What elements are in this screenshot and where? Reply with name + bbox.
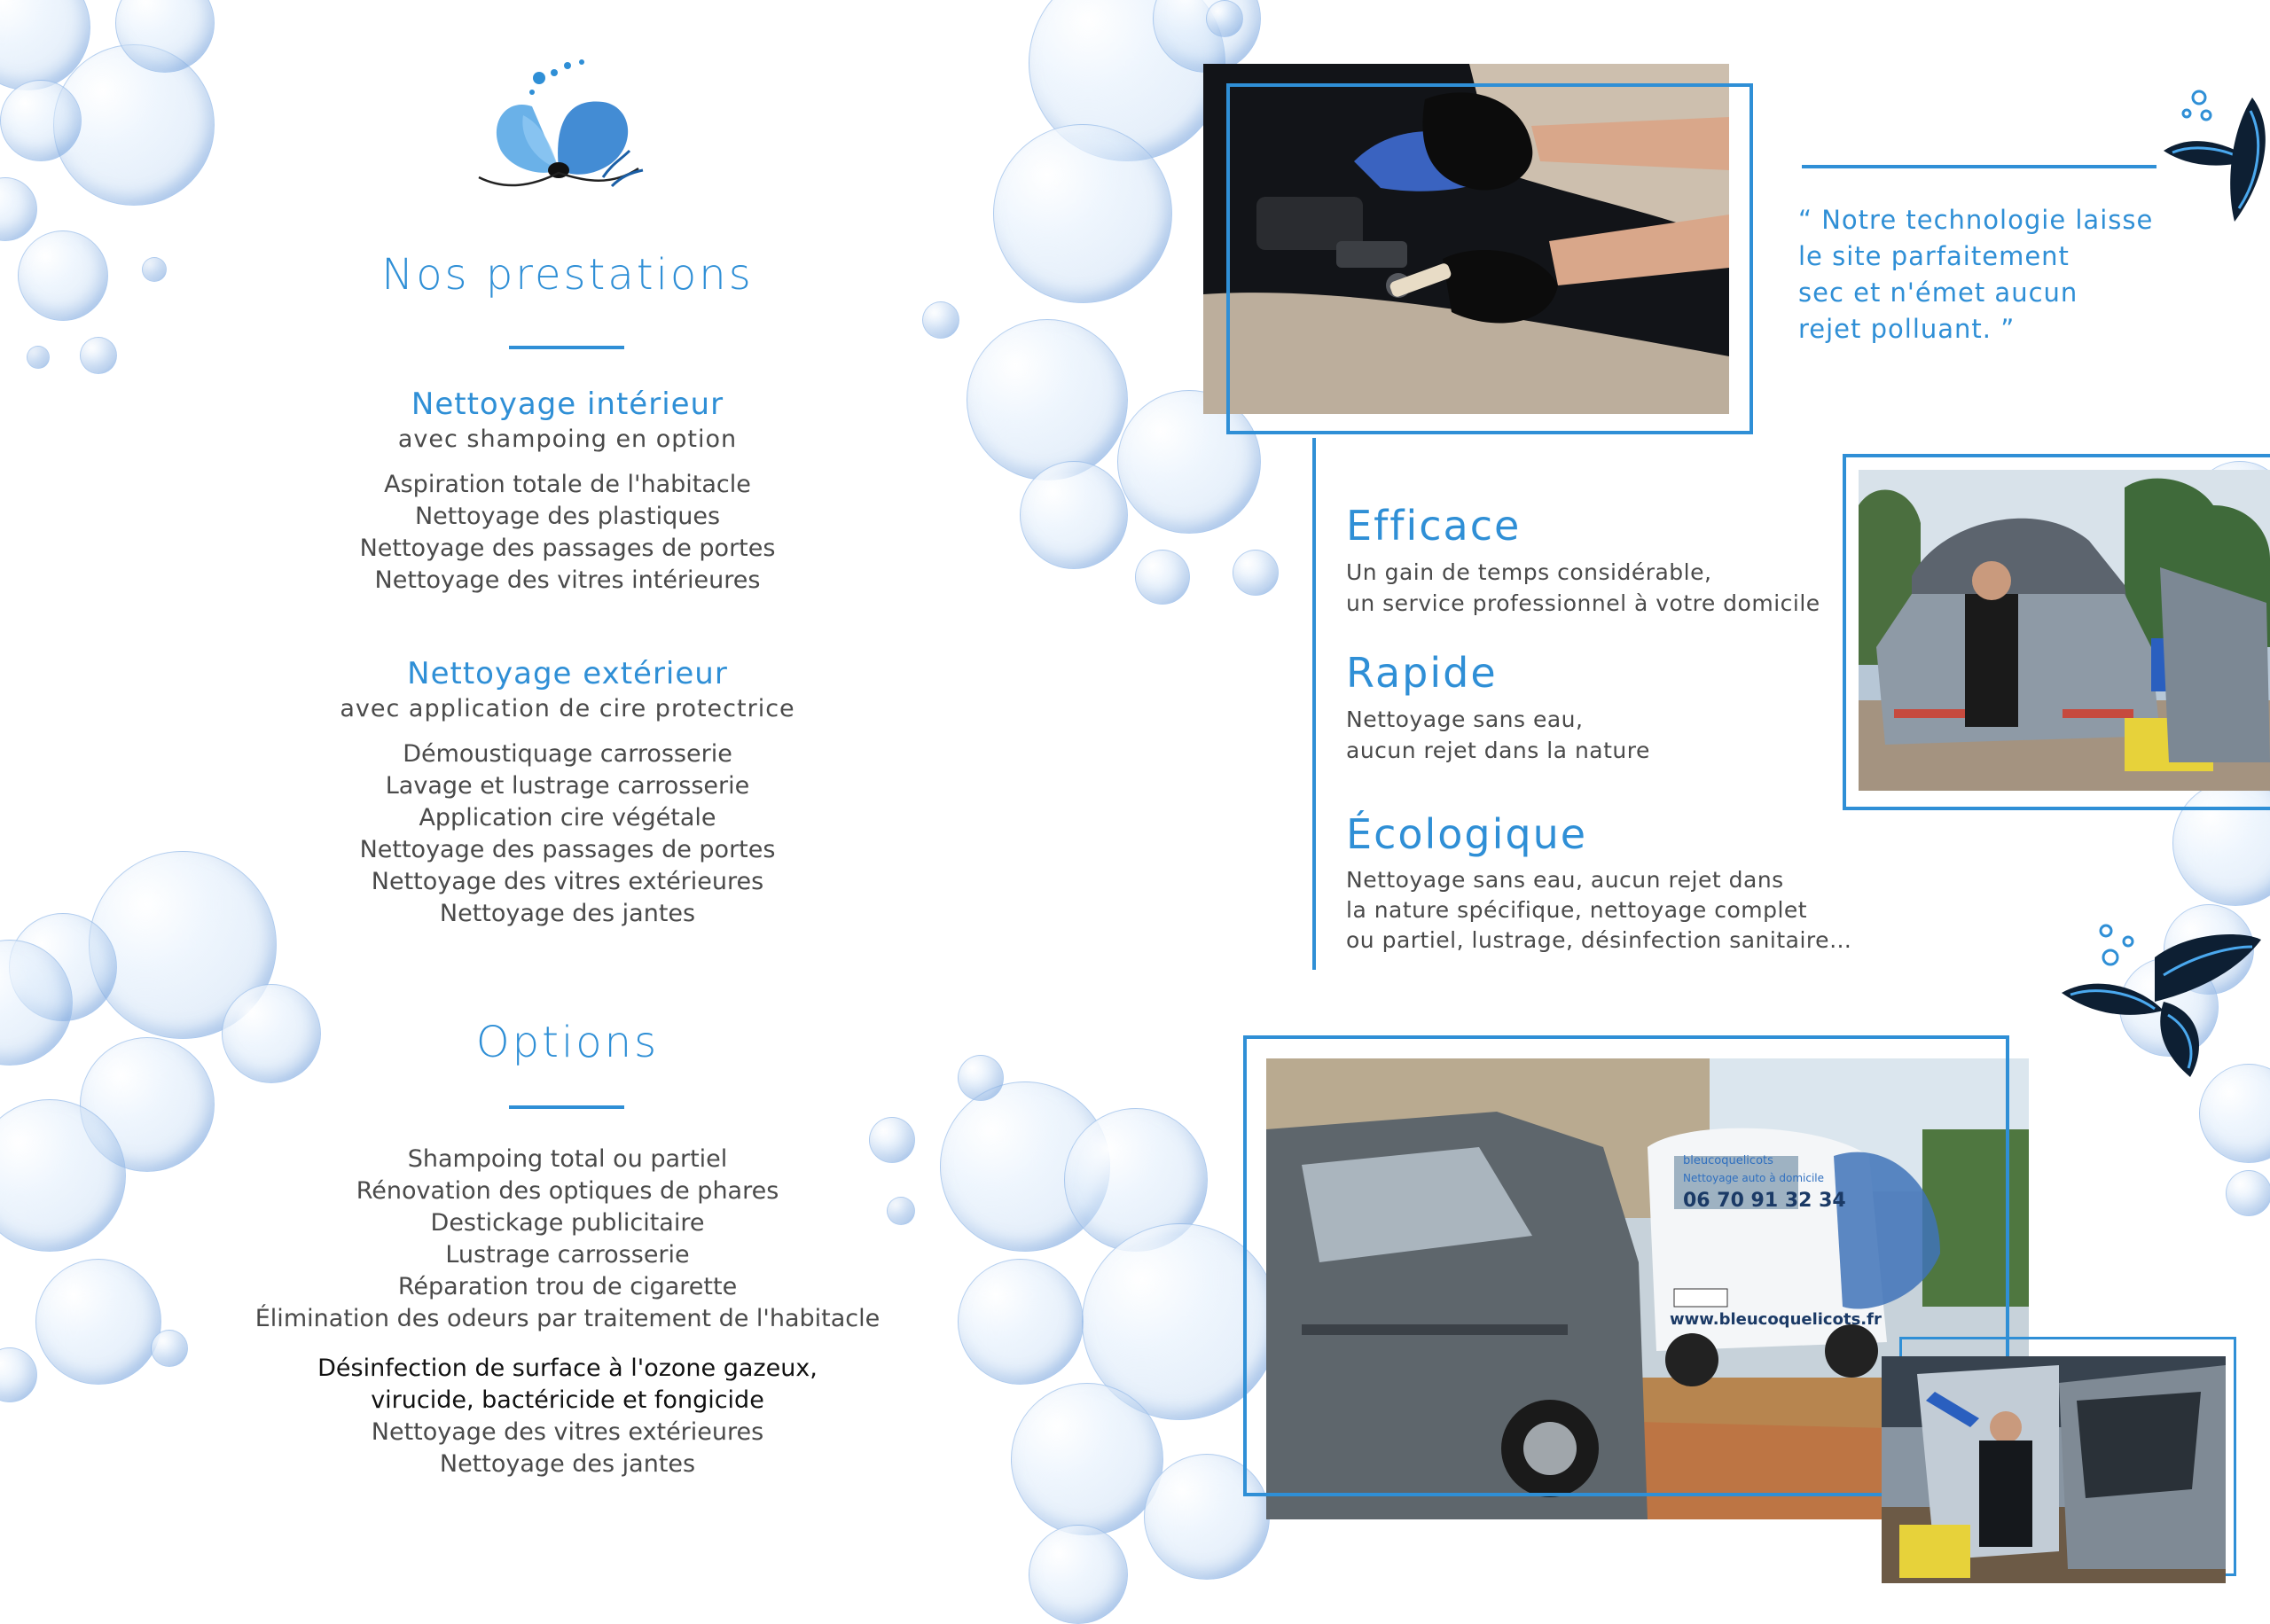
feature-line: Nettoyage sans eau,	[1346, 707, 1584, 732]
section-title: Nettoyage intérieur	[411, 386, 724, 422]
quote	[1798, 202, 2153, 347]
list-item: Shampoing total ou partiel	[407, 1145, 728, 1173]
van-brand: bleucoquelicots	[1683, 1154, 1773, 1167]
list-item: Démoustiquage carrosserie	[403, 740, 732, 768]
feature-title: Écologique	[1346, 810, 1588, 858]
list-item: Nettoyage des jantes	[439, 900, 696, 927]
feature-title: Rapide	[1346, 649, 1498, 697]
highlight-item: Désinfection de surface à l'ozone gazeux,	[317, 1355, 818, 1382]
floral-ornament-icon	[2057, 904, 2270, 1081]
logo	[470, 53, 656, 213]
floral-ornament-icon	[2155, 80, 2270, 239]
feature-line: aucun rejet dans la nature	[1346, 738, 1650, 763]
options-divider	[509, 1105, 624, 1109]
options-list	[213, 1144, 922, 1480]
quote-rule	[1802, 165, 2156, 168]
van-phone: 06 70 91 32 34	[1683, 1190, 1846, 1212]
feature-line: la nature spécifique, nettoyage complet	[1346, 897, 1808, 923]
list-item: Application cire végétale	[419, 804, 716, 832]
list-item: Réparation trou de cigarette	[397, 1273, 738, 1300]
list-item: Lustrage carrosserie	[445, 1241, 690, 1269]
list-item: Nettoyage des passages de portes	[359, 535, 776, 562]
list-item: Nettoyage des vitres extérieures	[371, 868, 764, 895]
list-item: Nettoyage des vitres extérieures	[371, 1418, 764, 1446]
photo-door-cleaning	[1882, 1356, 2226, 1583]
feature-line: ou partiel, lustrage, désinfection sanitaire…	[1346, 927, 1852, 953]
section-subtitle: avec shampoing en option	[397, 426, 738, 453]
quote-line: rejet polluant. ”	[1798, 314, 2016, 344]
list-item: Élimination des odeurs par traitement de l'habitacle	[254, 1305, 881, 1332]
photo-trunk-cleaning	[1859, 470, 2270, 791]
list-item: Nettoyage des plastiques	[414, 503, 721, 530]
section-exterior	[301, 656, 834, 930]
quote-line: “ Notre technologie laisse	[1798, 205, 2154, 235]
list-item: Nettoyage des vitres intérieures	[374, 566, 761, 594]
feature-ecologique	[1346, 810, 1852, 956]
list-item: Lavage et lustrage carrosserie	[385, 772, 750, 800]
list-item: Destickage publicitaire	[430, 1209, 705, 1237]
van-subtitle: Nettoyage auto à domicile	[1683, 1172, 1824, 1184]
feature-efficace	[1346, 502, 1820, 619]
title-divider	[509, 346, 624, 349]
highlight-item: virucide, bactéricide et fongicide	[371, 1386, 764, 1414]
list-item: Nettoyage des jantes	[439, 1450, 696, 1478]
van-website: www.bleucoquelicots.fr	[1670, 1310, 1882, 1329]
feature-rapide	[1346, 649, 1650, 766]
page-title: Nos prestations	[381, 250, 754, 300]
section-subtitle: avec application de cire protectrice	[340, 695, 795, 722]
feature-line: Nettoyage sans eau, aucun rejet dans	[1346, 867, 1784, 893]
quote-line: sec et n'émet aucun	[1798, 277, 2078, 308]
list-item: Nettoyage des passages de portes	[359, 836, 776, 863]
quote-line: le site parfaitement	[1798, 241, 2070, 271]
options-title: Options	[475, 1018, 660, 1067]
feature-rule	[1312, 438, 1316, 970]
feature-line: Un gain de temps considérable,	[1346, 559, 1712, 585]
section-title: Nettoyage extérieur	[407, 656, 728, 691]
feature-line: un service professionnel à votre domicile	[1346, 590, 1820, 616]
list-item: Rénovation des optiques de phares	[356, 1177, 779, 1205]
section-interior	[301, 386, 834, 597]
photo-frame	[1226, 83, 1753, 434]
list-item: Aspiration totale de l'habitacle	[384, 471, 751, 498]
feature-title: Efficace	[1346, 502, 1522, 550]
